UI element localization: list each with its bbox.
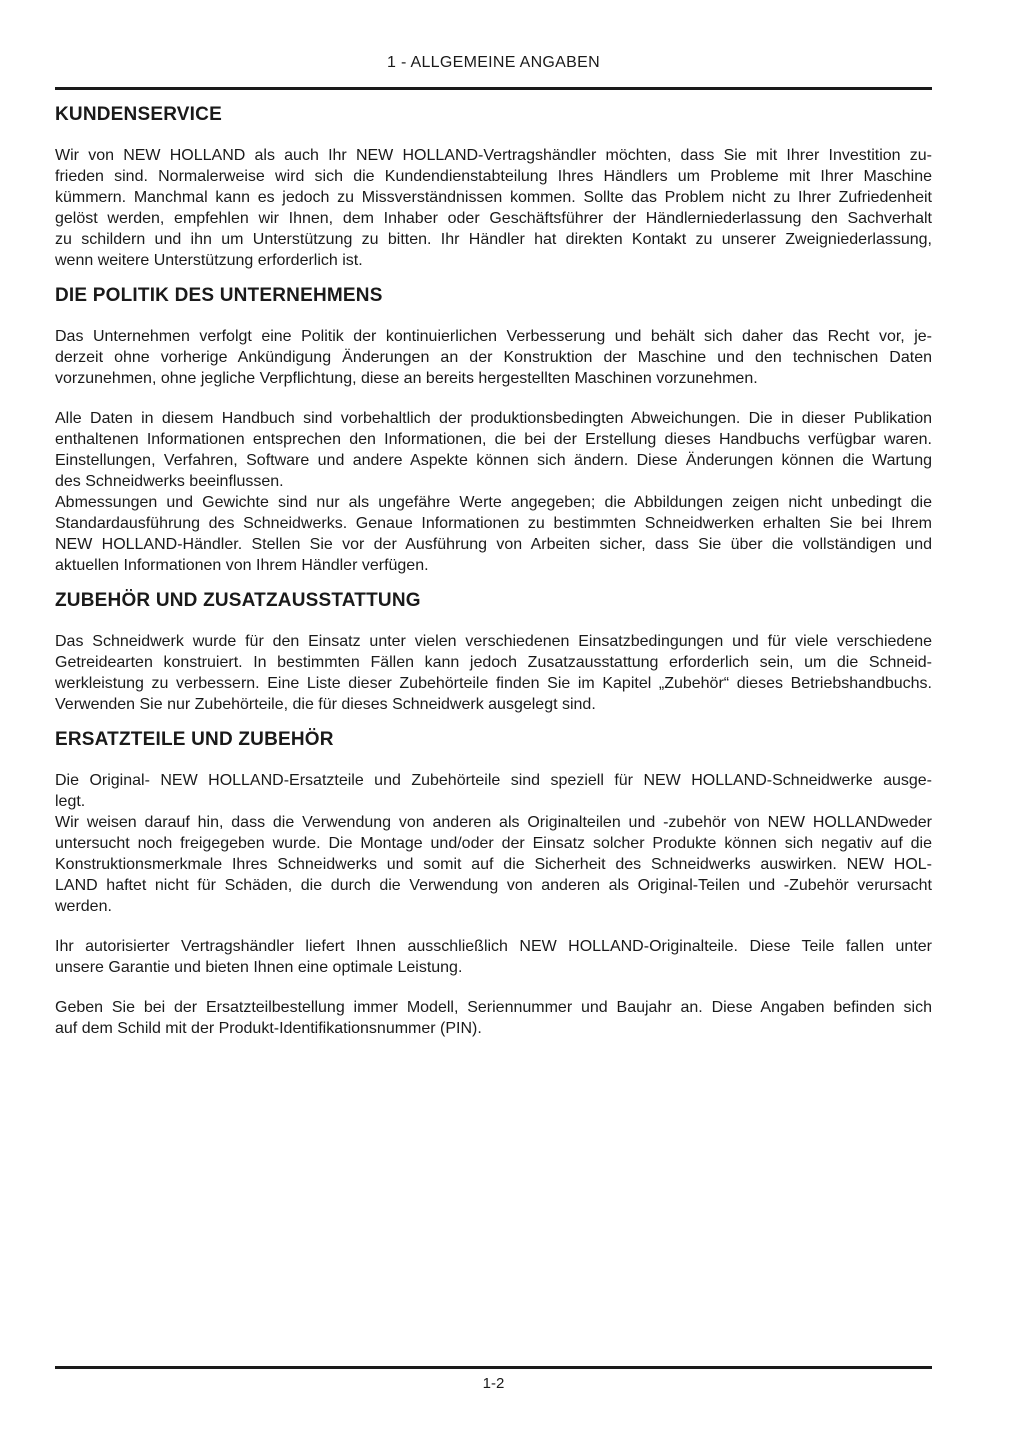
section-heading: DIE POLITIK DES UNTERNEHMENS [55,285,383,306]
paragraph [55,812,932,917]
text-line: enthaltenen Informationen entsprechen den Informationen, die bei der Erstellung dieses Handbuchs verfügbar waren. [55,431,932,448]
text-line: Einstellungen, Verfahren, Software und andere Aspekte können sich ändern. Diese Änderungen können die Wartung [55,452,932,469]
text-line: werkleistung zu verbessern. Eine Liste dieser Zubehörteile finden Sie im Kapitel „Zubehör“ dieses Betriebshandbuchs. [55,675,932,692]
text-line: LAND haftet nicht für Schäden, die durch die Verwendung von anderen als Original-Teilen und -Zubehör verursacht [55,877,932,894]
section [55,104,932,271]
text-line: Das Schneidwerk wurde für den Einsatz unter vielen verschiedenen Einsatzbedingungen und für viele verschiedene [55,633,932,650]
page-footer [55,1366,932,1393]
text-line: gelöst werden, empfehlen wir Ihnen, dem Inhaber oder Geschäftsführer der Händlerniederlassung den Sachverhalt [55,210,932,227]
text-line: aktuellen Informationen von Ihrem Händler verfügen. [55,557,429,574]
section-heading: ERSATZTEILE UND ZUBEHÖR [55,729,334,750]
text-line: wenn weitere Unterstützung erforderlich ist. [55,252,363,269]
section-heading: KUNDENSERVICE [55,104,222,125]
text-line: Getreidearten konstruiert. In bestimmten Fällen kann jedoch Zusatzausstattung erforderlich sein, um die Schneid- [55,654,932,671]
section [55,590,932,715]
paragraph [55,997,932,1039]
paragraph [55,631,932,715]
paragraph [55,408,932,492]
section [55,729,932,1039]
text-line: Wir von NEW HOLLAND als auch Ihr NEW HOLLAND-Vertragshändler möchten, dass Sie mit Ihrer Investition zu- [55,147,932,164]
page-header [55,0,932,90]
text-line: des Schneidwerks beeinflussen. [55,473,284,490]
text-line: Alle Daten in diesem Handbuch sind vorbehaltlich der produktionsbedingten Abweichungen. Die in dieser Publikation [55,410,932,427]
text-line: kümmern. Manchmal kann es jedoch zu Missverständnissen kommen. Sollte das Problem nicht zu Ihrer Zufriedenheit [55,189,932,206]
text-line: untersucht noch freigegeben wurde. Die Montage und/oder der Einsatz solcher Produkte können sich negativ auf die [55,835,932,852]
document-body [55,104,932,1039]
page-header-title: 1 - ALLGEMEINE ANGABEN [387,54,600,71]
paragraph [55,492,932,576]
footer-rule [55,1366,932,1369]
text-line: Die Original- NEW HOLLAND-Ersatzteile und Zubehörteile sind speziell für NEW HOLLAND-Schneidwerke ausge- [55,772,932,789]
paragraph [55,936,932,978]
text-line: Verwenden Sie nur Zubehörteile, die für dieses Schneidwerk ausgelegt sind. [55,696,596,713]
text-line: zu schildern und ihn um Unterstützung zu bitten. Ihr Händler hat direkten Kontakt zu unserer Zweigniederlassung, [55,231,932,248]
text-line: unsere Garantie und bieten Ihnen eine optimale Leistung. [55,959,463,976]
text-line: Wir weisen darauf hin, dass die Verwendung von anderen als Originalteilen und -zubehör von NEW HOLLANDweder [55,814,932,831]
text-line: frieden sind. Normalerweise wird sich die Kundendienstabteilung Ihres Händlers um Probleme mit Ihrer Maschine [55,168,932,185]
text-line: derzeit ohne vorherige Ankündigung Änderungen an der Konstruktion der Maschine und den technischen Daten [55,349,932,366]
text-line: Konstruktionsmerkmale Ihres Schneidwerks und somit auf die Sicherheit des Schneidwerks auswirken. NEW HOL- [55,856,932,873]
page-number: 1-2 [482,1375,505,1392]
text-line: Ihr autorisierter Vertragshändler liefert Ihnen ausschließlich NEW HOLLAND-Originalteile. Diese Teile fallen unter [55,938,932,955]
paragraph [55,145,932,271]
text-line: NEW HOLLAND-Händler. Stellen Sie vor der Ausführung von Arbeiten sicher, dass Sie über die vollständigen und [55,536,932,553]
paragraph [55,770,932,812]
section [55,285,932,576]
text-line: Das Unternehmen verfolgt eine Politik der kontinuierlichen Verbesserung und behält sich daher das Recht vor, je- [55,328,932,345]
text-line: vorzunehmen, ohne jegliche Verpflichtung, diese an bereits hergestellten Maschinen vorzunehmen. [55,370,758,387]
text-line: Standardausführung des Schneidwerks. Genaue Informationen zu bestimmten Schneidwerken erhalten Sie bei Ihrem [55,515,932,532]
paragraph [55,326,932,389]
text-line: werden. [55,898,112,915]
text-line: Geben Sie bei der Ersatzteilbestellung immer Modell, Seriennummer und Baujahr an. Diese Angaben befinden sich [55,999,932,1016]
text-line: legt. [55,793,86,810]
text-line: auf dem Schild mit der Produkt-Identifikationsnummer (PIN). [55,1020,482,1037]
section-heading: ZUBEHÖR UND ZUSATZAUSSTATTUNG [55,590,421,611]
text-line: Abmessungen und Gewichte sind nur als ungefähre Werte angegeben; die Abbildungen zeigen nicht unbedingt die [55,494,932,511]
header-rule [55,87,932,90]
